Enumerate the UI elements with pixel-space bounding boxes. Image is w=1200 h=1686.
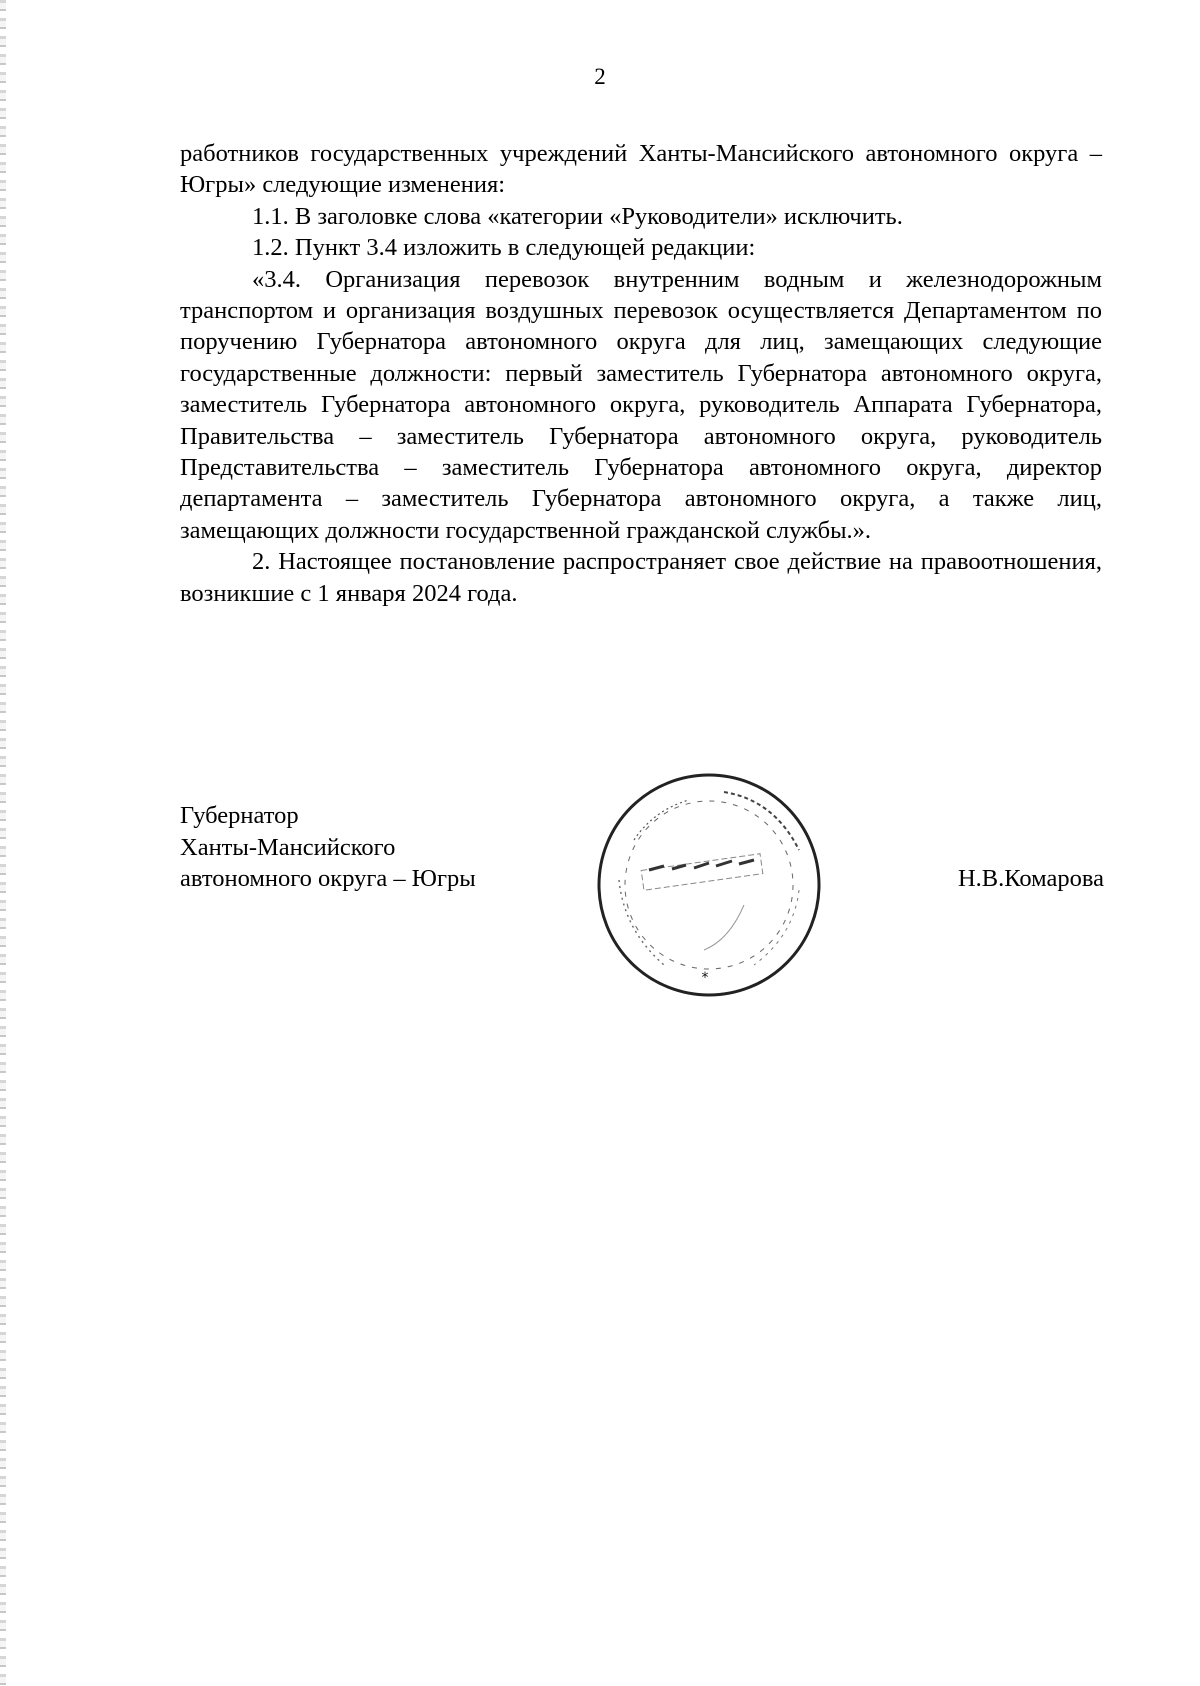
paragraph-1-1: 1.1. В заголовке слова «категории «Руководители» исключить. xyxy=(252,202,903,230)
signatory-name: Н.В.Комарова xyxy=(957,865,1104,892)
seal-ring-lettering-mark xyxy=(634,800,689,840)
seal-star-mark: * xyxy=(701,970,709,986)
paragraph-1-2: 1.2. Пункт 3.4 изложить в следующей редакции: xyxy=(252,234,756,262)
seal-inner-ring xyxy=(625,801,793,969)
signatory-title xyxy=(180,800,476,895)
seal-center-lettering-mark xyxy=(649,860,754,870)
seal-ring-lettering-mark xyxy=(754,890,799,965)
seal-outer-ring xyxy=(599,775,819,995)
seal-inner-curve xyxy=(704,905,744,950)
document-body xyxy=(180,138,1102,609)
seal-center-lettering-mark xyxy=(641,854,763,891)
paragraph-3-4: «3.4. Организация перевозок внутренним водным и железнодорожным транспортом и организация воздушных перевозок осуществляется Департаментом по поручению Губернатора автономного округа для лиц, замещающих следующие государственные должности: первый заместитель Губернатора автономного округа, заместитель Губернатора автономного округа, руководитель Аппарата Губернатора, Правительства – заместитель Губернатора автономного округа, руководитель Представительства – заместитель Губернатора автономного округа, директор департамента – заместитель Губернатора автономного округа, а также лиц, замещающих должности государственной гражданской службы.». xyxy=(180,265,1102,544)
signatory-title-line: автономного округа – Югры xyxy=(180,865,476,892)
signatory-title-line: Губернатор xyxy=(180,802,299,829)
paragraph-intro: работников государственных учреждений Ханты-Мансийского автономного округа – Югры» следующие изменения: xyxy=(180,140,1102,199)
official-seal-stamp xyxy=(594,770,824,1000)
paragraph-2: 2. Настоящее постановление распространяет свое действие на правоотношения, возникшие с 1 января 2024 года. xyxy=(180,548,1102,607)
page-number: 2 xyxy=(594,64,606,89)
scan-edge-artifact xyxy=(0,0,6,1686)
signatory-title-line: Ханты-Мансийского xyxy=(180,833,396,861)
seal-ring-lettering-mark xyxy=(724,792,799,850)
